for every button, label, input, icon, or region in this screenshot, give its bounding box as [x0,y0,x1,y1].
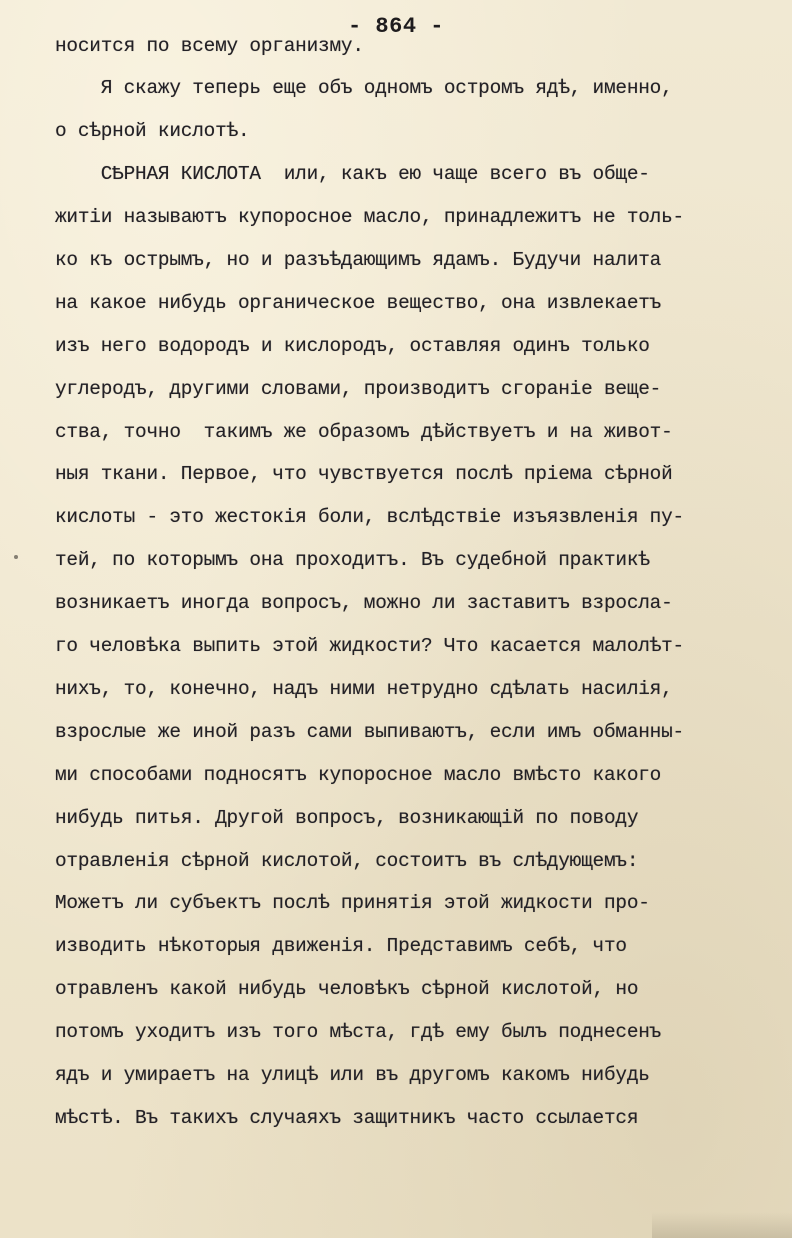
text-line: тей, по которымъ она проходитъ. Въ судебной практикѣ [55,549,650,571]
text-line: мѣстѣ. Въ такихъ случаяхъ защитникъ часто ссылается [55,1107,639,1129]
text-line: ства, точно такимъ же образомъ дѣйствуетъ и на живот- [55,421,673,443]
text-line: СѢРНАЯ КИСЛОТА или, какъ ею чаще всего въ обще- [55,163,650,185]
ink-speck [14,555,18,559]
page-number: - 864 - [348,14,444,39]
text-line: ныя ткани. Первое, что чувствуется послѣ пріема сѣрной [55,463,673,485]
text-line: потомъ уходитъ изъ того мѣста, гдѣ ему былъ поднесенъ [55,1021,662,1043]
text-line: изводить нѣкоторыя движенія. Представимъ себѣ, что [55,935,627,957]
text-line: возникаетъ иногда вопросъ, можно ли заставитъ взросла- [55,592,673,614]
text-line: Я скажу теперь еще объ одномъ остромъ ядѣ, именно, [55,77,673,99]
text-line: углеродъ, другими словами, производитъ сгораніе веще- [55,378,662,400]
page-edge-shadow [652,1212,792,1238]
text-line: ми способами подносятъ купоросное масло вмѣсто какого [55,764,662,786]
text-line: нихъ, то, конечно, надъ ними нетрудно сдѣлать насилія, [55,678,673,700]
text-line: отравленъ какой нибудь человѣкъ сѣрной кислотой, но [55,978,639,1000]
text-line: Можетъ ли субъектъ послѣ принятія этой жидкости про- [55,892,650,914]
text-line: отравленія сѣрной кислотой, состоитъ въ слѣдующемъ: [55,850,639,872]
text-line: изъ него водородъ и кислородъ, оставляя одинъ только [55,335,650,357]
text-line: житіи называютъ купоросное масло, принадлежитъ не толь- [55,206,684,228]
text-line: взрослые же иной разъ сами выпиваютъ, если имъ обманны- [55,721,684,743]
text-line: го человѣка выпить этой жидкости? Что касается малолѣт- [55,635,684,657]
text-line: ко къ острымъ, но и разъѣдающимъ ядамъ. Будучи налита [55,249,662,271]
text-line: ядъ и умираетъ на улицѣ или въ другомъ какомъ нибудь [55,1064,650,1086]
text-line: нибудь питья. Другой вопросъ, возникающій по поводу [55,807,639,829]
text-line: кислоты - это жестокія боли, вслѣдствіе изъязвленія пу- [55,506,684,528]
text-line: носится по всему организму. [55,35,364,57]
text-line: о сѣрной кислотѣ. [55,120,250,142]
text-line: на какое нибудь органическое вещество, она извлекаетъ [55,292,662,314]
